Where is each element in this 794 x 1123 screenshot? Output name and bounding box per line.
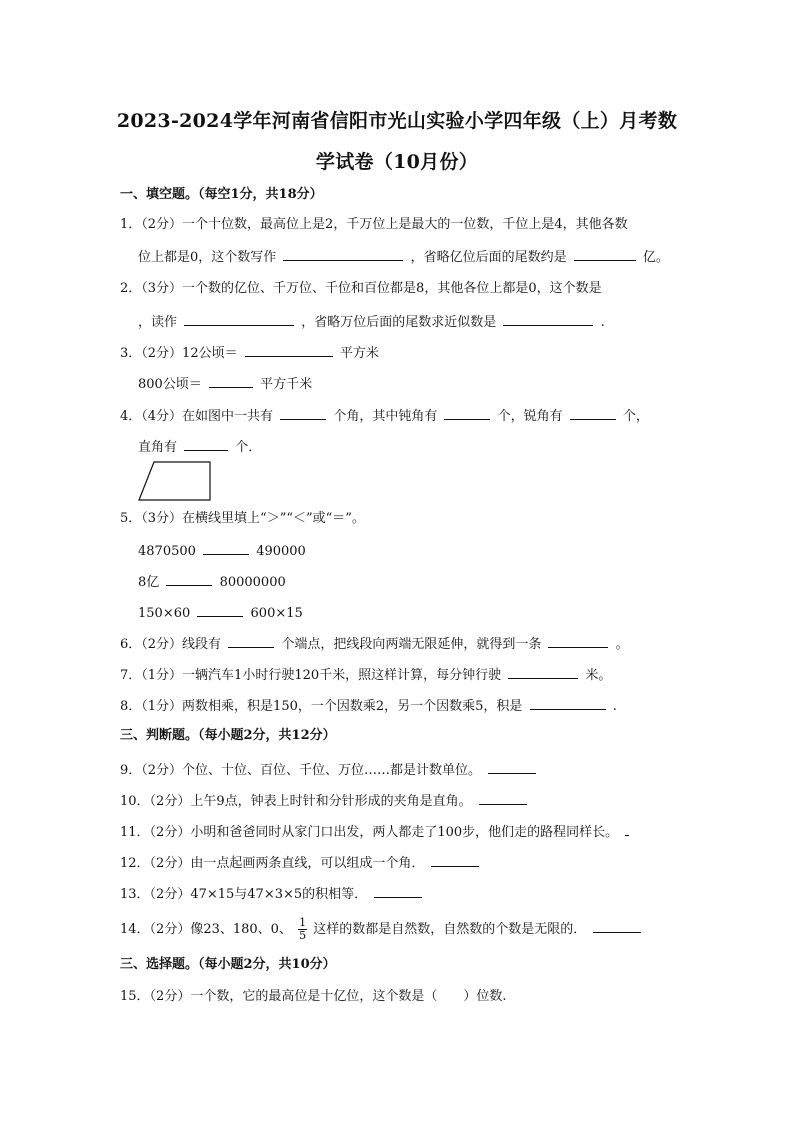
q5a-left: 4870500 <box>138 544 196 559</box>
question-1-line-2 <box>138 247 669 267</box>
fraction-numerator: 1 <box>299 916 307 929</box>
q3-blank-2[interactable] <box>209 374 253 388</box>
q5-blank-c[interactable] <box>197 603 243 617</box>
q6-text-a: 6．（2分）线段有 <box>120 637 222 652</box>
q9-blank[interactable] <box>488 760 536 774</box>
q2-blank-1[interactable] <box>184 312 294 326</box>
q4-text-b: 个角，其中钝角有 <box>333 409 438 424</box>
question-1-line-1: 1．（2分）一个十位数，最高位上是2，千万位上是最大的一位数，千位上是4，其他各数 <box>120 217 628 232</box>
q5b-left: 8亿 <box>138 575 160 590</box>
q13-blank[interactable] <box>374 884 422 898</box>
q6-text-c: 。 <box>615 637 629 652</box>
title-line-2: 学试卷（10月份） <box>315 151 479 173</box>
q5a-right: 490000 <box>256 544 306 559</box>
q8-blank[interactable] <box>530 696 606 710</box>
q10-blank[interactable] <box>479 791 527 805</box>
q8-text-a: 8．（1分）两数相乘，积是150，一个因数乘2，另一个因数乘5，积是 <box>120 699 523 714</box>
q5-blank-b[interactable] <box>166 572 212 586</box>
q2-text-a: ，读作 <box>138 315 178 330</box>
question-2-line-2 <box>138 312 605 332</box>
q9-text: 9．（2分）个位、十位、百位、千位、万位……都是计数单位。 <box>120 763 482 778</box>
q1-text-c: 亿。 <box>642 250 669 265</box>
q4-blank-1[interactable] <box>280 406 326 420</box>
fraction-one-fifth <box>298 917 307 942</box>
q4-text-d: 个， <box>622 409 649 424</box>
question-7 <box>120 665 611 685</box>
question-4-line-1 <box>120 406 649 426</box>
q5c-left: 150×60 <box>138 606 191 621</box>
q2-blank-2[interactable] <box>503 312 593 326</box>
q14-text-a: 14．（2分）像23、180、0、 <box>120 922 292 937</box>
q4-text-a: 4．（4分）在如图中一共有 <box>120 409 274 424</box>
q4-text-e: 直角有 <box>138 440 178 455</box>
q2-text-c: . <box>600 315 605 330</box>
q2-text-b: ，省略万位后面的尾数求近似数是 <box>301 315 497 330</box>
question-3-line-1 <box>120 343 379 363</box>
q4-text-f: 个． <box>235 440 262 455</box>
question-5-item-c <box>138 603 303 623</box>
q7-text-a: 7．（1分）一辆汽车1小时行驶120千米，照这样计算，每分钟行驶 <box>120 668 502 683</box>
question-5-item-a <box>138 541 306 561</box>
parallelogram-figure <box>138 460 212 502</box>
question-9 <box>120 760 539 780</box>
question-13 <box>120 884 425 904</box>
q6-text-b: 个端点，把线段向两端无限延伸，就得到一条 <box>281 637 542 652</box>
question-10 <box>120 791 530 811</box>
q3-text-d: 平方千米 <box>260 377 313 392</box>
q3-text-c: 800公顷＝ <box>138 377 202 392</box>
question-5-item-b <box>138 572 286 592</box>
q4-blank-3[interactable] <box>570 406 616 420</box>
q5b-right: 80000000 <box>219 575 286 590</box>
question-14 <box>120 917 644 942</box>
q11-text: 11．（2分）小明和爸爸同时从家门口出发，两人都走了100步，他们走的路程同样长。 <box>120 825 619 840</box>
question-12 <box>120 853 482 873</box>
question-11 <box>120 822 632 842</box>
q13-text: 13．（2分）47×15与47×3×5的积相等． <box>120 887 368 902</box>
q5c-right: 600×15 <box>250 606 303 621</box>
q5-blank-a[interactable] <box>203 541 249 555</box>
q11-blank[interactable] <box>625 822 629 836</box>
title-line-1: 2023-2024学年河南省信阳市光山实验小学四年级（上）月考数 <box>116 110 678 132</box>
question-6 <box>120 634 629 654</box>
question-2-line-1: 2．（3分）一个数的亿位、千万位、千位和百位都是8，其他各位上都是0，这个数是 <box>120 281 602 296</box>
fraction-denominator: 5 <box>299 929 307 942</box>
q6-blank-1[interactable] <box>228 634 274 648</box>
question-3-line-2 <box>138 374 312 394</box>
q12-text: 12．（2分）由一点起画两条直线，可以组成一个角． <box>120 856 425 871</box>
q7-blank[interactable] <box>508 665 578 679</box>
q4-text-c: 个，锐角有 <box>497 409 563 424</box>
section-multiple-choice: 三、选择题。（每小题2分，共10分） <box>120 957 336 972</box>
q4-blank-4[interactable] <box>184 437 228 451</box>
question-5: 5．（3分）在横线里填上“＞”“＜”或“＝”。 <box>120 511 365 526</box>
q1-text-a: 位上都是0，这个数写作 <box>138 250 277 265</box>
q8-text-b: . <box>612 699 617 714</box>
q3-text-b: 平方米 <box>339 346 379 361</box>
q10-text: 10．（2分）上午9点，钟表上时针和分针形成的夹角是直角。 <box>120 794 472 809</box>
section-fill-blank: 一、填空题。（每空1分，共18分） <box>120 187 323 202</box>
section-true-false: 三、判断题。（每小题2分，共12分） <box>120 728 336 743</box>
q1-blank-2[interactable] <box>574 247 636 261</box>
q12-blank[interactable] <box>431 853 479 867</box>
q1-blank-1[interactable] <box>283 247 403 261</box>
q14-text-b: 这样的数都是自然数，自然数的个数是无限的． <box>313 922 587 937</box>
q1-text-b: ，省略亿位后面的尾数约是 <box>410 250 567 265</box>
q3-blank-1[interactable] <box>245 343 333 357</box>
question-4-line-2 <box>138 437 261 457</box>
q4-blank-2[interactable] <box>444 406 490 420</box>
q3-text-a: 3．（2分）12公顷＝ <box>120 346 238 361</box>
q7-text-b: 米。 <box>585 668 612 683</box>
question-8 <box>120 696 617 716</box>
q14-blank[interactable] <box>593 919 641 933</box>
question-15: 15．（2分）一个数，它的最高位是十亿位，这个数是（ ）位数. <box>120 989 507 1004</box>
q6-blank-2[interactable] <box>548 634 608 648</box>
